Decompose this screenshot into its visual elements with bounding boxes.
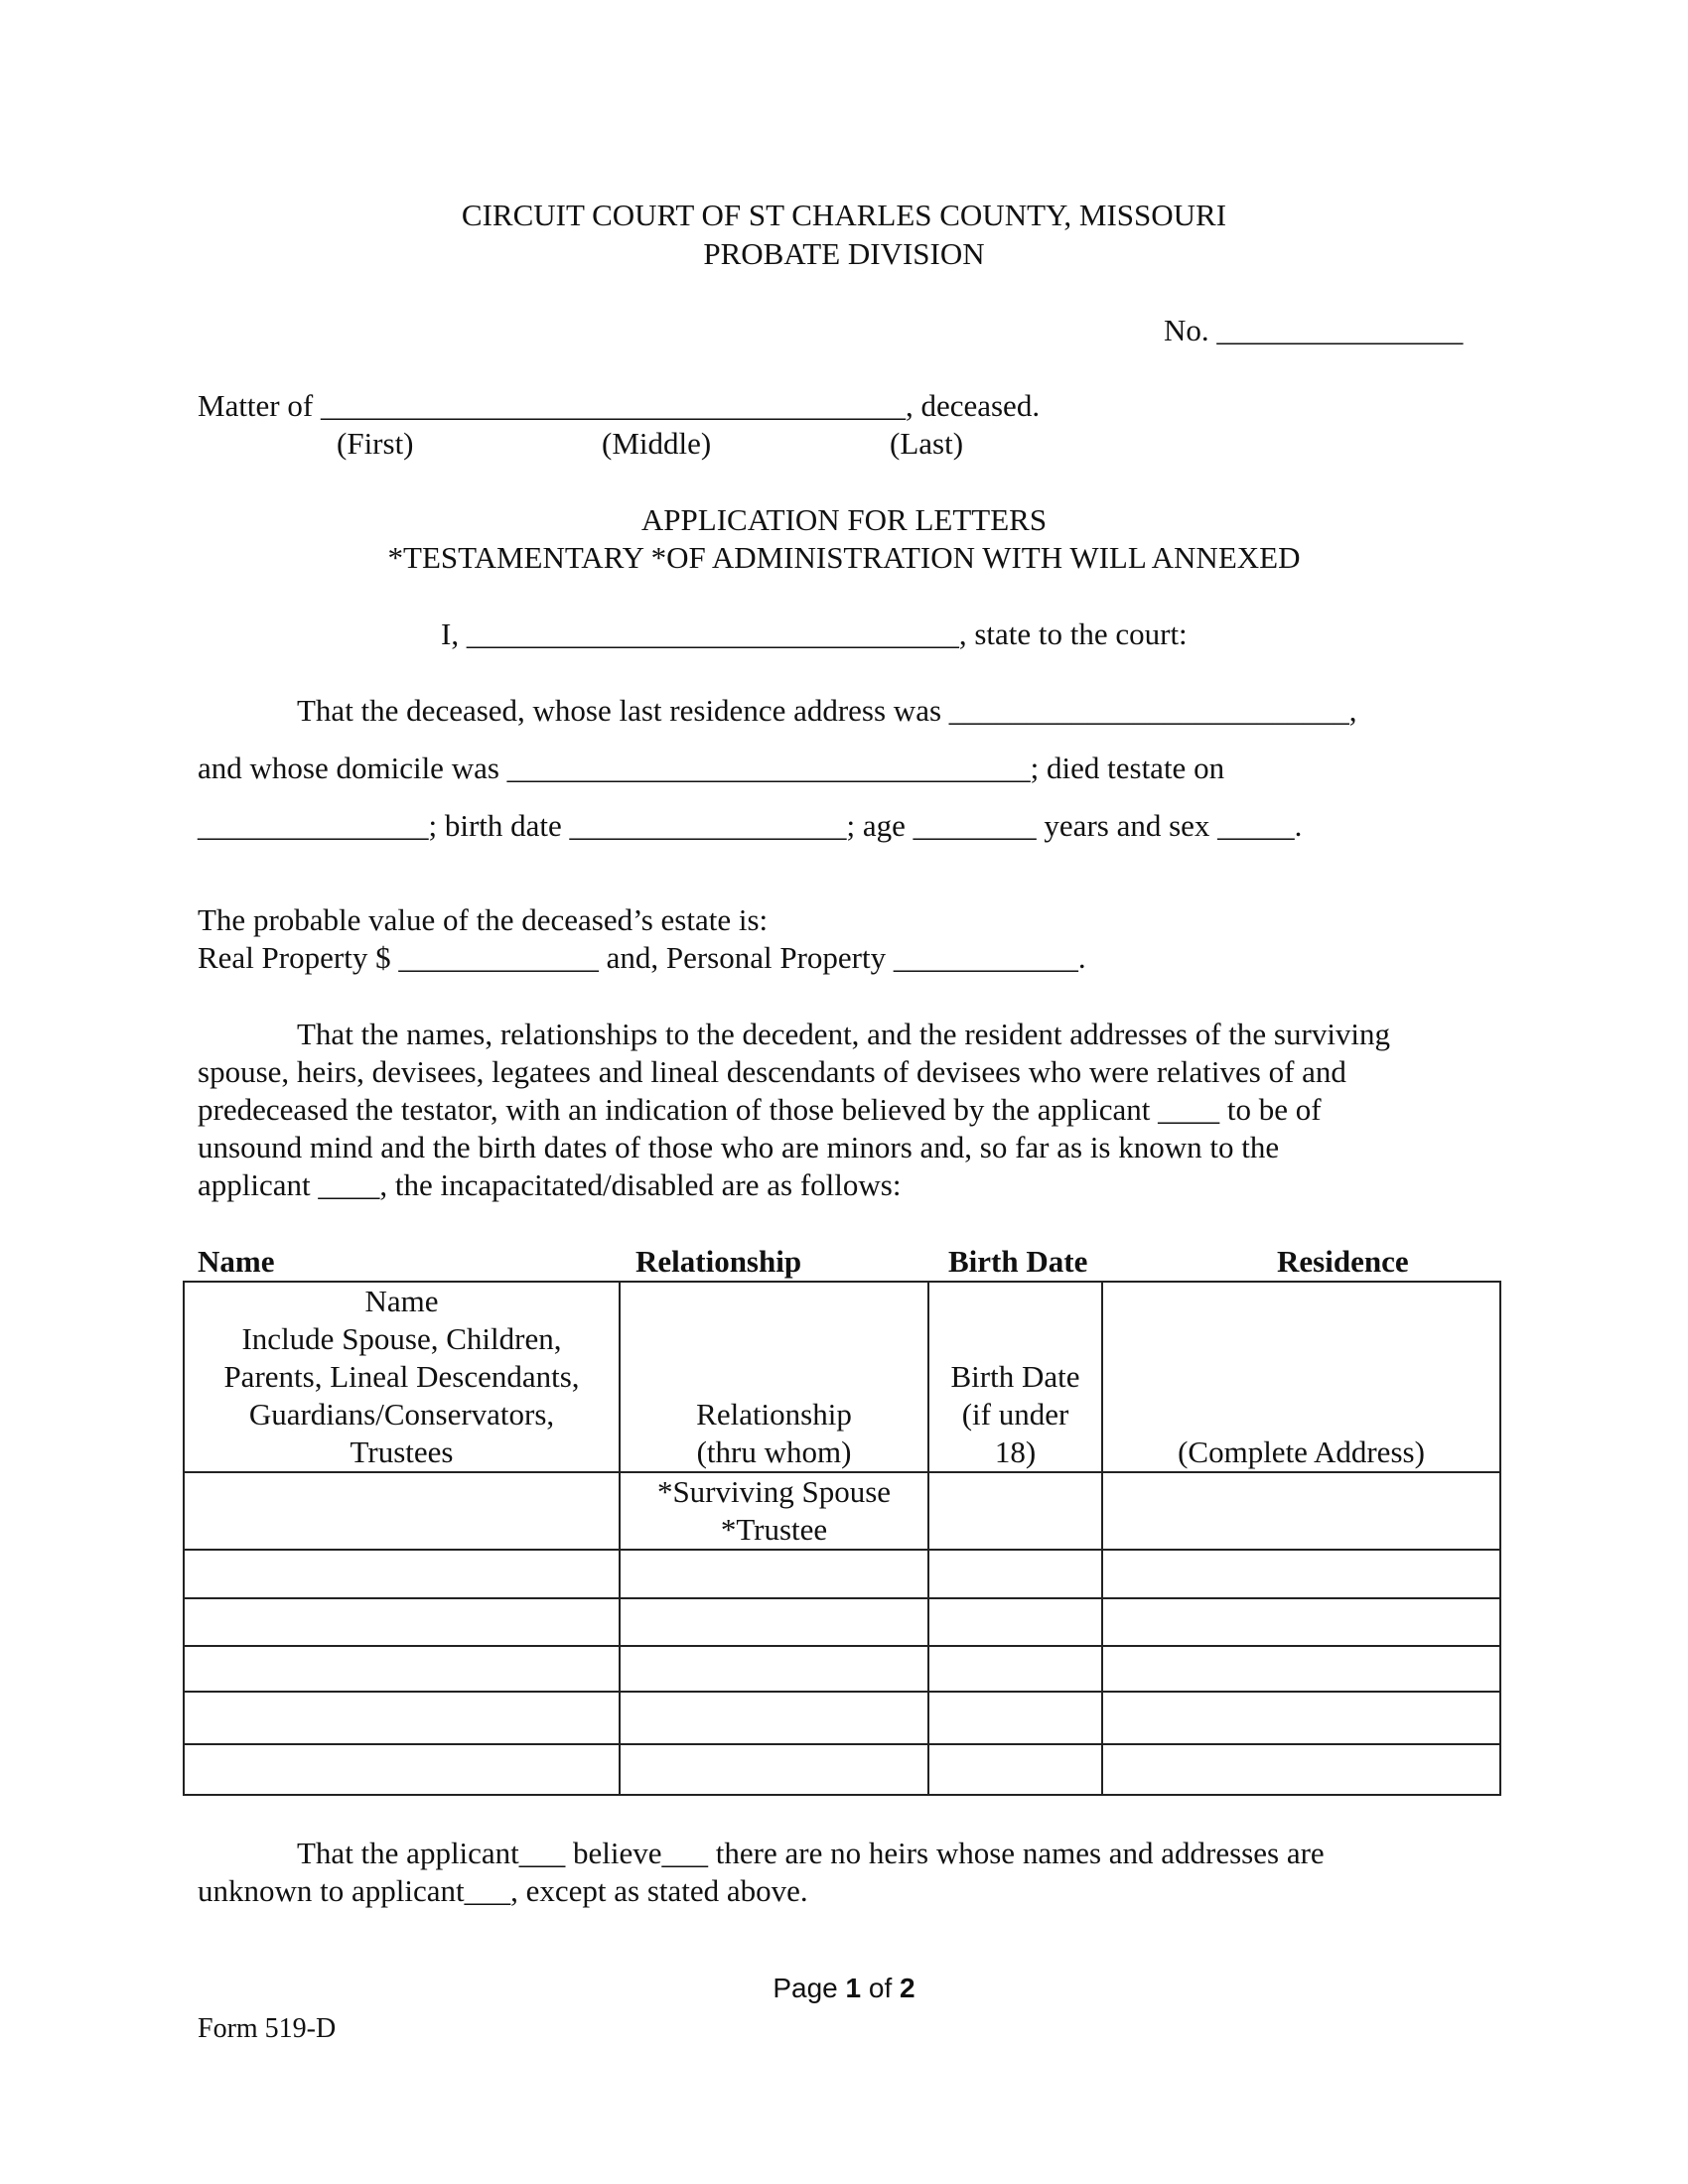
page-word: Page <box>773 1973 838 2003</box>
name-cell[interactable] <box>184 1646 620 1692</box>
division-title: PROBATE DIVISION <box>703 236 985 271</box>
domicile-line[interactable]: and whose domicile was __________________________________; died testate on <box>198 751 1225 785</box>
relationship-cell[interactable] <box>620 1646 928 1692</box>
residence-cell[interactable] <box>1102 1744 1500 1795</box>
name-cell[interactable] <box>184 1472 620 1550</box>
residence-cell[interactable] <box>1102 1472 1500 1550</box>
name-cell[interactable] <box>184 1598 620 1646</box>
column-header-relationship: Relationship <box>635 1244 802 1279</box>
heirs-paragraph-line: predeceased the testator, with an indication of those believed by the applicant ____ to be of <box>198 1092 1322 1127</box>
name-cell[interactable] <box>184 1744 620 1795</box>
application-subtitle: *TESTAMENTARY *OF ADMINISTRATION WITH WILL ANNEXED <box>387 540 1301 575</box>
birth-date-cell[interactable] <box>928 1744 1102 1795</box>
relationship-cell[interactable] <box>620 1692 928 1744</box>
middle-name-caption: (Middle) <box>602 426 712 461</box>
heirs-table <box>183 1281 1501 1796</box>
table-row <box>184 1646 1500 1692</box>
column-header-name: Name <box>198 1244 275 1279</box>
residence-cell[interactable] <box>1102 1550 1500 1598</box>
relationship-cell[interactable] <box>620 1744 928 1795</box>
case-number-field[interactable]: No. ________________ <box>1164 313 1464 347</box>
relationship-cell[interactable]: Relationship (thru whom) <box>620 1282 928 1472</box>
table-row <box>184 1744 1500 1795</box>
birth-date-cell[interactable] <box>928 1646 1102 1692</box>
name-cell[interactable]: Name Include Spouse, Children, Parents, Lineal Descendants, Guardians/Conservators, Trustees <box>184 1282 620 1472</box>
birth-date-cell[interactable] <box>928 1692 1102 1744</box>
residence-cell[interactable]: (Complete Address) <box>1102 1282 1500 1472</box>
residence-cell[interactable] <box>1102 1598 1500 1646</box>
court-title: CIRCUIT COURT OF ST CHARLES COUNTY, MISSOURI <box>461 198 1227 232</box>
property-value-line[interactable]: Real Property $ _____________ and, Personal Property ____________. <box>198 940 1086 975</box>
birth-date-cell[interactable] <box>928 1598 1102 1646</box>
name-cell[interactable] <box>184 1692 620 1744</box>
closing-statement-line[interactable]: That the applicant___ believe___ there are no heirs whose names and addresses are <box>297 1836 1325 1870</box>
residence-line[interactable]: That the deceased, whose last residence address was __________________________, <box>297 693 1357 728</box>
page-total: 2 <box>900 1973 915 2003</box>
birth-date-cell[interactable] <box>928 1550 1102 1598</box>
last-name-caption: (Last) <box>890 426 964 461</box>
table-row <box>184 1550 1500 1598</box>
column-header-residence: Residence <box>1277 1244 1409 1279</box>
residence-cell[interactable] <box>1102 1692 1500 1744</box>
estate-value-heading: The probable value of the deceased’s estate is: <box>198 902 769 937</box>
table-row <box>184 1282 1500 1472</box>
heirs-paragraph-line: unsound mind and the birth dates of those who are minors and, so far as is known to the <box>198 1130 1280 1164</box>
relationship-cell[interactable] <box>620 1550 928 1598</box>
page-current: 1 <box>845 1973 862 2003</box>
applicant-name-line[interactable]: I, ________________________________, state to the court: <box>441 616 1188 651</box>
form-number: Form 519-D <box>198 2013 337 2044</box>
relationship-cell[interactable]: *Surviving Spouse *Trustee <box>620 1472 928 1550</box>
heirs-paragraph-line: spouse, heirs, devisees, legatees and lineal descendants of devisees who were relatives of and <box>198 1054 1346 1089</box>
first-name-caption: (First) <box>337 426 414 461</box>
residence-cell[interactable] <box>1102 1646 1500 1692</box>
page-of-word: of <box>868 1973 893 2003</box>
closing-statement-line[interactable]: unknown to applicant___, except as stated above. <box>198 1873 808 1908</box>
column-header-birth-date: Birth Date <box>948 1244 1088 1279</box>
birth-age-sex-line[interactable]: _______________; birth date __________________; age ________ years and sex _____. <box>198 808 1303 843</box>
matter-of-line[interactable]: Matter of ______________________________________, deceased. <box>198 388 1041 423</box>
page-indicator <box>0 1970 1688 2007</box>
name-cell[interactable] <box>184 1550 620 1598</box>
heirs-paragraph-line: That the names, relationships to the decedent, and the resident addresses of the surviving <box>297 1017 1391 1051</box>
birth-date-cell[interactable] <box>928 1472 1102 1550</box>
table-row <box>184 1598 1500 1646</box>
birth-date-cell[interactable]: Birth Date (if under 18) <box>928 1282 1102 1472</box>
table-row <box>184 1692 1500 1744</box>
table-row <box>184 1472 1500 1550</box>
heirs-paragraph-line: applicant ____, the incapacitated/disabled are as follows: <box>198 1167 902 1202</box>
application-title: APPLICATION FOR LETTERS <box>640 502 1048 537</box>
relationship-cell[interactable] <box>620 1598 928 1646</box>
